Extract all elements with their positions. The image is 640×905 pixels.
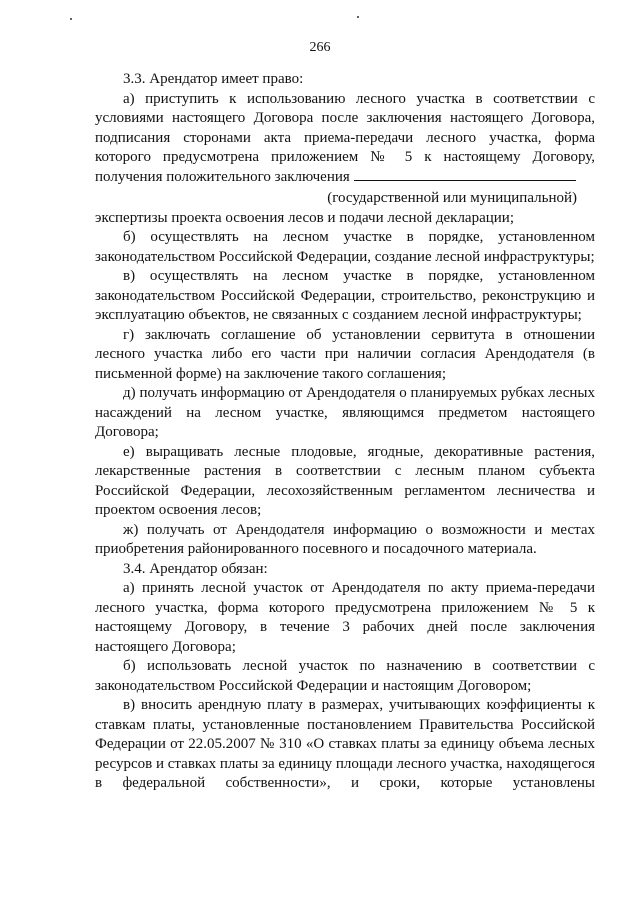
right-f: е) выращивать лесные плодовые, ягодные, декоративные растения, лекарственные растения в соответствии с лесным планом субъекта Российской Федерации, лесохозяйственным регламентом лесничества и проектом освоения лесов; — [95, 443, 595, 518]
duties-heading: 3.4. Арендатор обязан: — [123, 560, 268, 577]
duty-c: в) вносить арендную плату в размерах, учитывающих коэффициенты к ставкам платы, установленные постановлением Правительства Российской Федерации от 22.05.2007 № 310 «О ставках платы за единицу объема лесных ресурсов и ставках платы за единицу площади лесного участка, находящегося в федеральной собственности», и сроки, которые установлены — [95, 697, 595, 791]
right-a-note: (государственной или муниципальной) — [327, 190, 577, 206]
document-body — [95, 70, 595, 794]
right-b: б) осуществлять на лесном участке в порядке, установленном законодательством Российской Федерации, создание лесной инфраструктуры; — [95, 229, 595, 265]
rights-heading: 3.3. Арендатор имеет право: — [123, 71, 304, 87]
scan-speck — [70, 18, 72, 20]
right-c: в) осуществлять на лесном участке в порядке, установленном законодательством Российской Федерации, строительство, реконструкцию и эксплуатацию объектов, не связанных с созданием лесной инфраструктуры; — [95, 268, 595, 323]
scan-speck — [357, 16, 359, 18]
duty-a: а) принять лесной участок от Арендодателя по акту приема-передачи лесного участка, форма которого предусмотрена приложением № 5 к настоящему Договору, в течение 3 рабочих дней после заключения настоящего Договора; — [95, 580, 595, 655]
right-d: г) заключать соглашение об установлении сервитута в отношении лесного участка либо его части при наличии согласия Арендодателя (в письменной форме) на заключение такого соглашения; — [95, 326, 595, 382]
right-a-text: а) приступить к использованию лесного участка в соответствии с условиями настоящего Договора после заключения настоящего Договора, подписания сторонами акта приема-передачи лесного участка, форма которого предусмотрена приложением № 5 к настоящему Договору, получения положительного заключения — [95, 90, 595, 185]
duty-b: б) использовать лесной участок по назначению в соответствии с законодательством Российской Федерации и настоящим Договором; — [95, 658, 595, 694]
page-number: 266 — [309, 40, 331, 55]
right-a — [95, 90, 595, 188]
blank-fill-line — [354, 168, 576, 181]
right-e: д) получать информацию от Арендодателя о планируемых рубках лесных насаждений на лесном участке, являющимся предметом настоящего Договора; — [95, 385, 595, 440]
right-a-continuation: экспертизы проекта освоения лесов и подачи лесной декларации; — [95, 209, 514, 226]
right-g: ж) получать от Арендодателя информацию о возможности и местах приобретения районированного посевного и посадочного материала. — [95, 521, 595, 557]
